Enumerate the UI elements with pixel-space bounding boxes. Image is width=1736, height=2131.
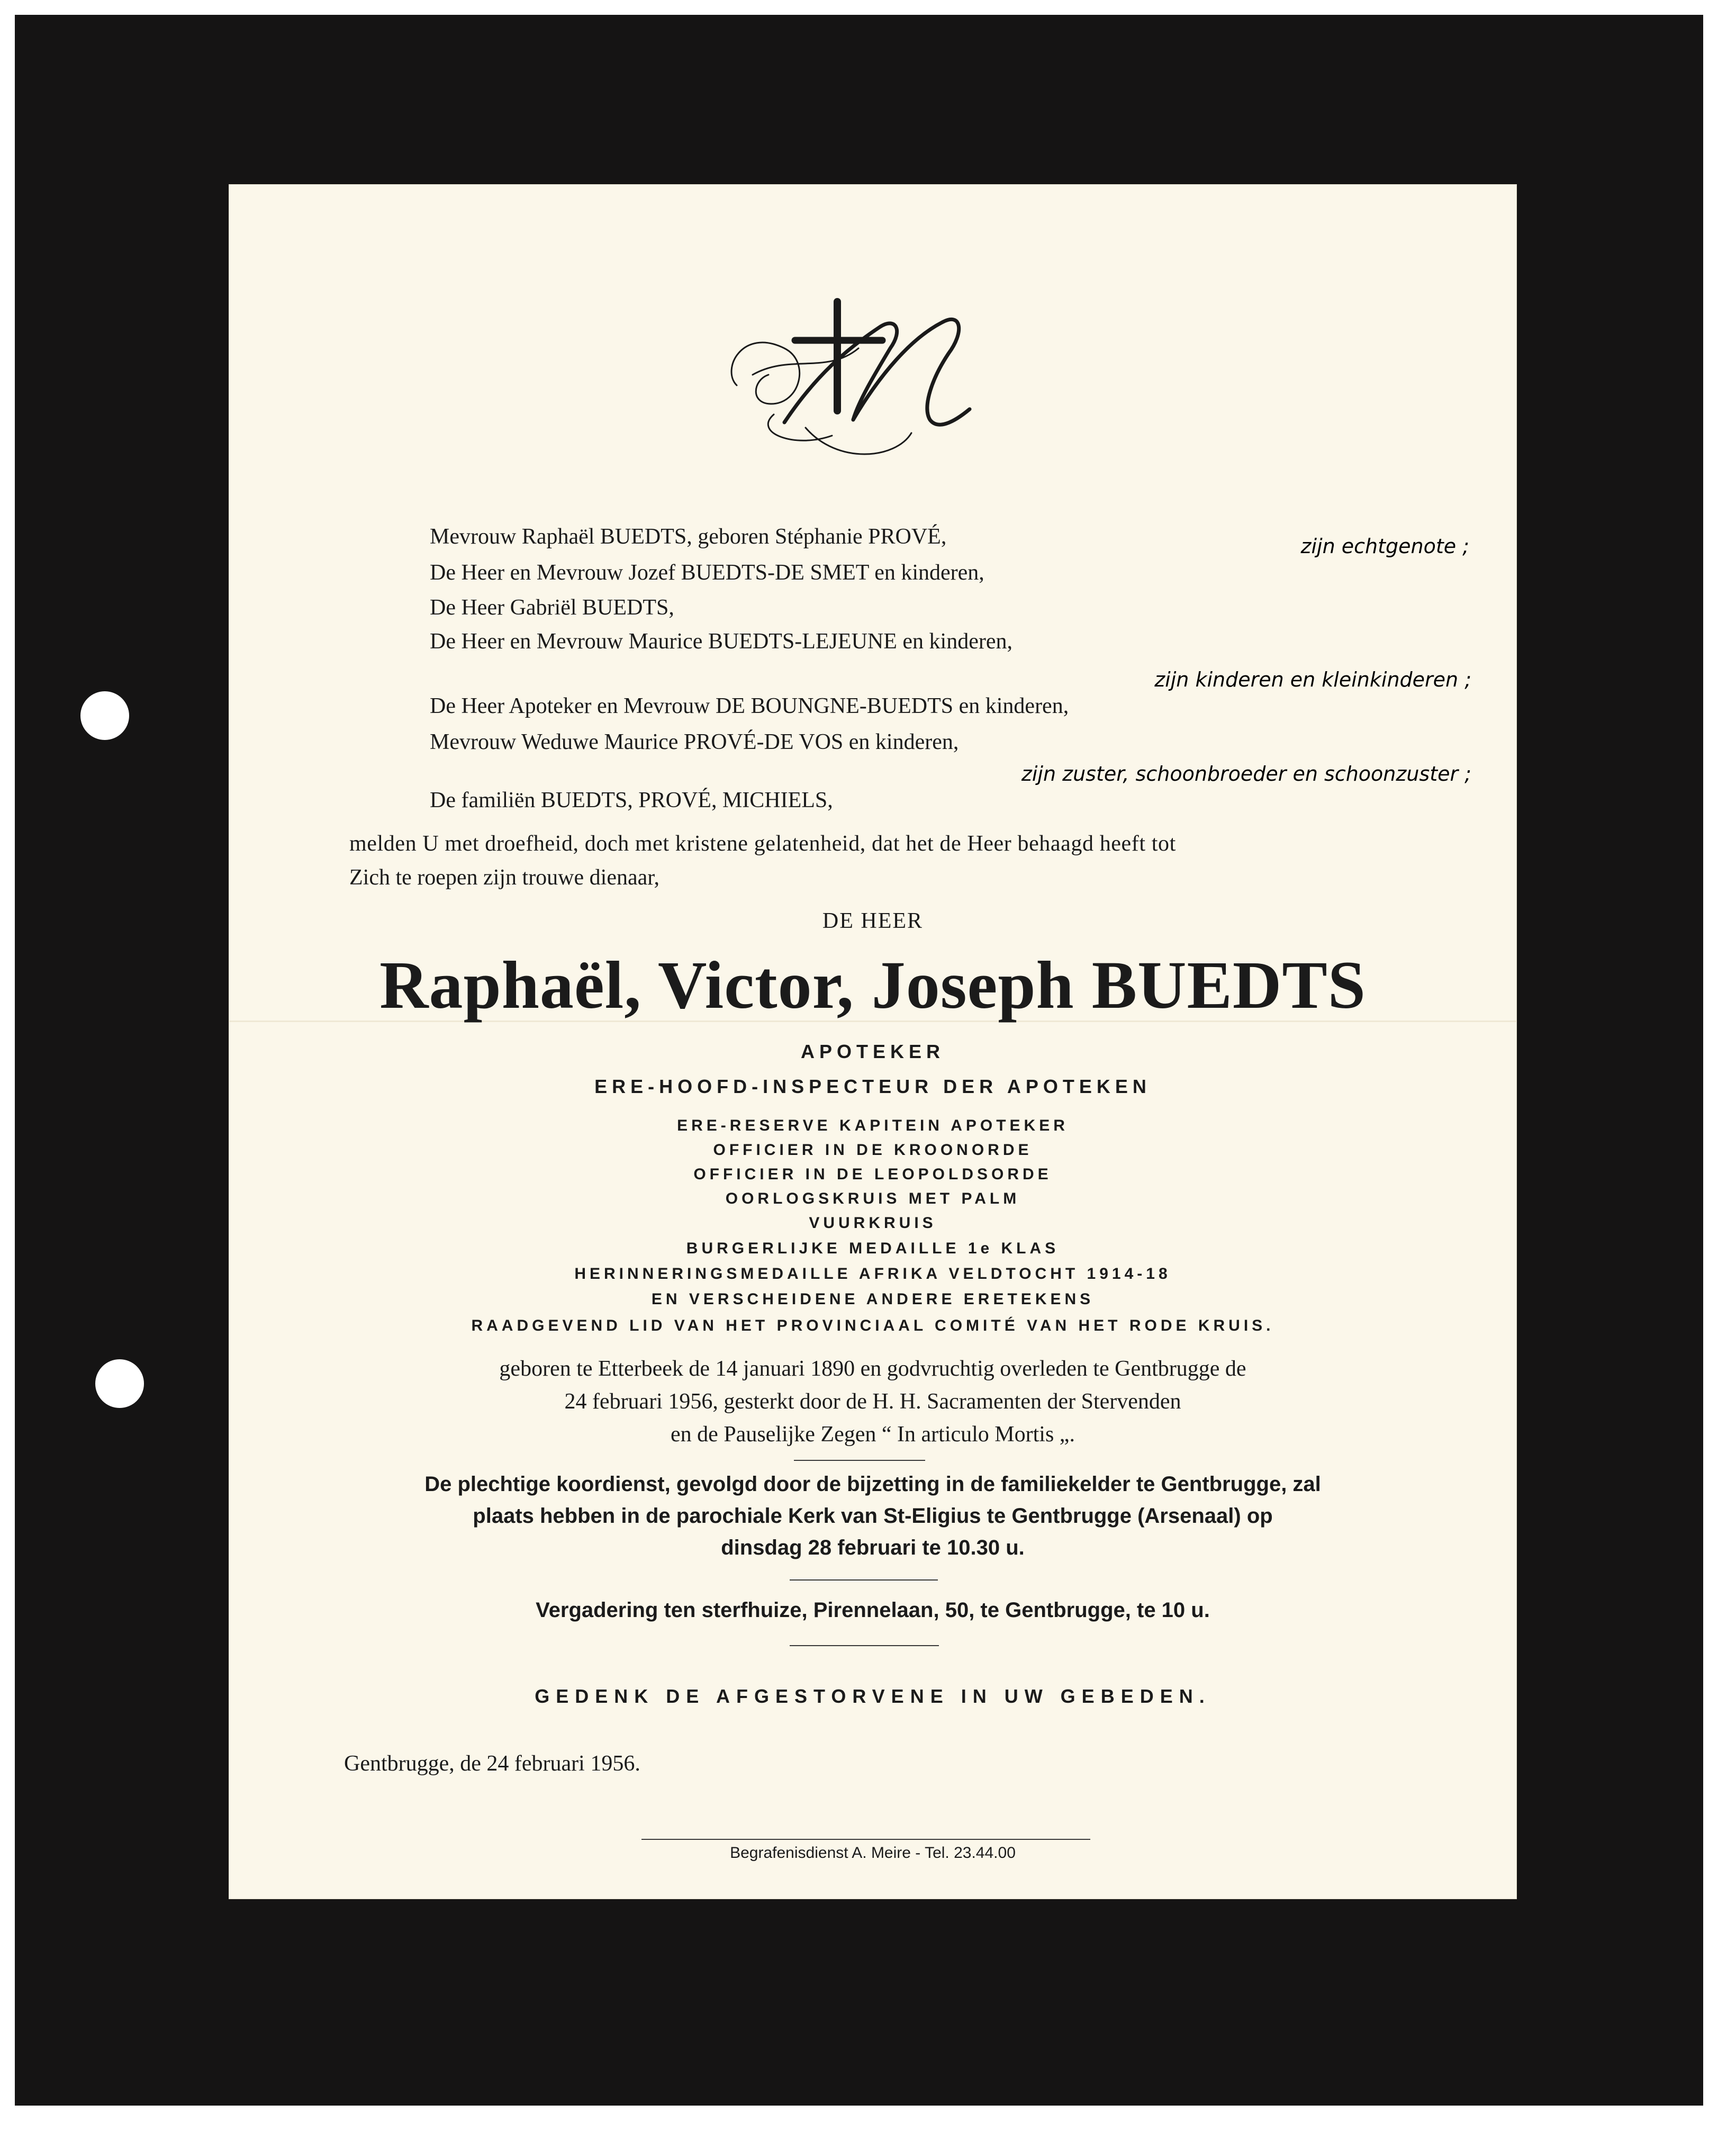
- life-line-2: 24 februari 1956, gesterkt door de H. H. Sacramenten der Stervenden: [564, 1389, 1181, 1414]
- deceased-prefix: DE HEER: [822, 909, 924, 933]
- cross-monogram-icon: [721, 290, 996, 470]
- family-line-7: De familiën BUEDTS, PROVÉ, MICHIELS,: [430, 788, 833, 812]
- honour-6: BURGERLIJKE MEDAILLE 1e KLAS: [686, 1240, 1060, 1257]
- family-line-6: Mevrouw Weduwe Maurice PROVÉ-DE VOS en kinderen,: [430, 730, 959, 754]
- service-line-3: dinsdag 28 februari te 10.30 u.: [721, 1536, 1025, 1559]
- punch-hole-top: [80, 691, 129, 740]
- family-line-3: De Heer Gabriël BUEDTS,: [430, 595, 674, 620]
- deceased-title: ERE-HOOFD-INSPECTEUR DER APOTEKEN: [594, 1076, 1151, 1097]
- undertaker-footer: Begrafenisdienst A. Meire - Tel. 23.44.00: [730, 1844, 1016, 1862]
- divider-2: [790, 1579, 938, 1581]
- place-date: Gentbrugge, de 24 februari 1956.: [344, 1751, 640, 1776]
- divider-1: [794, 1460, 925, 1461]
- announcement-line-1: melden U met droefheid, doch met kristene gelatenheid, dat het de Heer behaagd heeft tot: [349, 832, 1176, 856]
- gathering-line: Vergadering ten sterfhuize, Pirennelaan, 50, te Gentbrugge, te 10 u.: [536, 1599, 1210, 1622]
- service-line-1: De plechtige koordienst, gevolgd door de bijzetting in de familiekelder te Gentbrugge, zal: [424, 1473, 1321, 1496]
- family-line-5: De Heer Apoteker en Mevrouw DE BOUNGNE-BUEDTS en kinderen,: [430, 694, 1069, 718]
- deceased-profession: APOTEKER: [800, 1041, 945, 1062]
- family-line-1: Mevrouw Raphaël BUEDTS, geboren Stéphanie PROVÉ,: [430, 525, 947, 549]
- announcement-line-2: Zich te roepen zijn trouwe dienaar,: [349, 865, 660, 890]
- punch-hole-bottom: [95, 1359, 144, 1408]
- footer-rule: [641, 1839, 1090, 1840]
- honour-2: OFFICIER IN DE KROONORDE: [713, 1141, 1033, 1159]
- role-children: zijn kinderen en kleinkinderen ;: [1154, 668, 1471, 691]
- family-line-4: De Heer en Mevrouw Maurice BUEDTS-LEJEUNE en kinderen,: [430, 629, 1012, 654]
- family-line-2: De Heer en Mevrouw Jozef BUEDTS-DE SMET en kinderen,: [430, 561, 984, 585]
- role-siblings: zijn zuster, schoonbroeder en schoonzuster ;: [1021, 762, 1471, 785]
- honour-7: HERINNERINGSMEDAILLE AFRIKA VELDTOCHT 1914-18: [574, 1265, 1171, 1283]
- honour-4: OORLOGSKRUIS MET PALM: [725, 1190, 1020, 1207]
- death-notice-card: [229, 184, 1517, 1899]
- honour-1: ERE-RESERVE KAPITEIN APOTEKER: [677, 1117, 1069, 1134]
- divider-3: [790, 1645, 939, 1646]
- life-line-3: en de Pauselijke Zegen “ In articulo Mortis „.: [671, 1422, 1075, 1447]
- honour-3: OFFICIER IN DE LEOPOLDSORDE: [693, 1166, 1052, 1183]
- honour-5: VUURKRUIS: [809, 1214, 937, 1232]
- prayer-line: GEDENK DE AFGESTORVENE IN UW GEBEDEN.: [535, 1685, 1211, 1707]
- honour-9: RAADGEVEND LID VAN HET PROVINCIAAL COMITÉ VAN HET RODE KRUIS.: [471, 1317, 1274, 1334]
- service-line-2: plaats hebben in de parochiale Kerk van St-Eligius te Gentbrugge (Arsenaal) op: [473, 1504, 1273, 1528]
- deceased-name: Raphaël, Victor, Joseph BUEDTS: [379, 947, 1366, 1023]
- role-spouse: zijn echtgenote ;: [1300, 535, 1469, 558]
- honour-8: EN VERSCHEIDENE ANDERE ERETEKENS: [651, 1290, 1095, 1308]
- life-line-1: geboren te Etterbeek de 14 januari 1890 en godvruchtig overleden te Gentbrugge de: [499, 1357, 1246, 1381]
